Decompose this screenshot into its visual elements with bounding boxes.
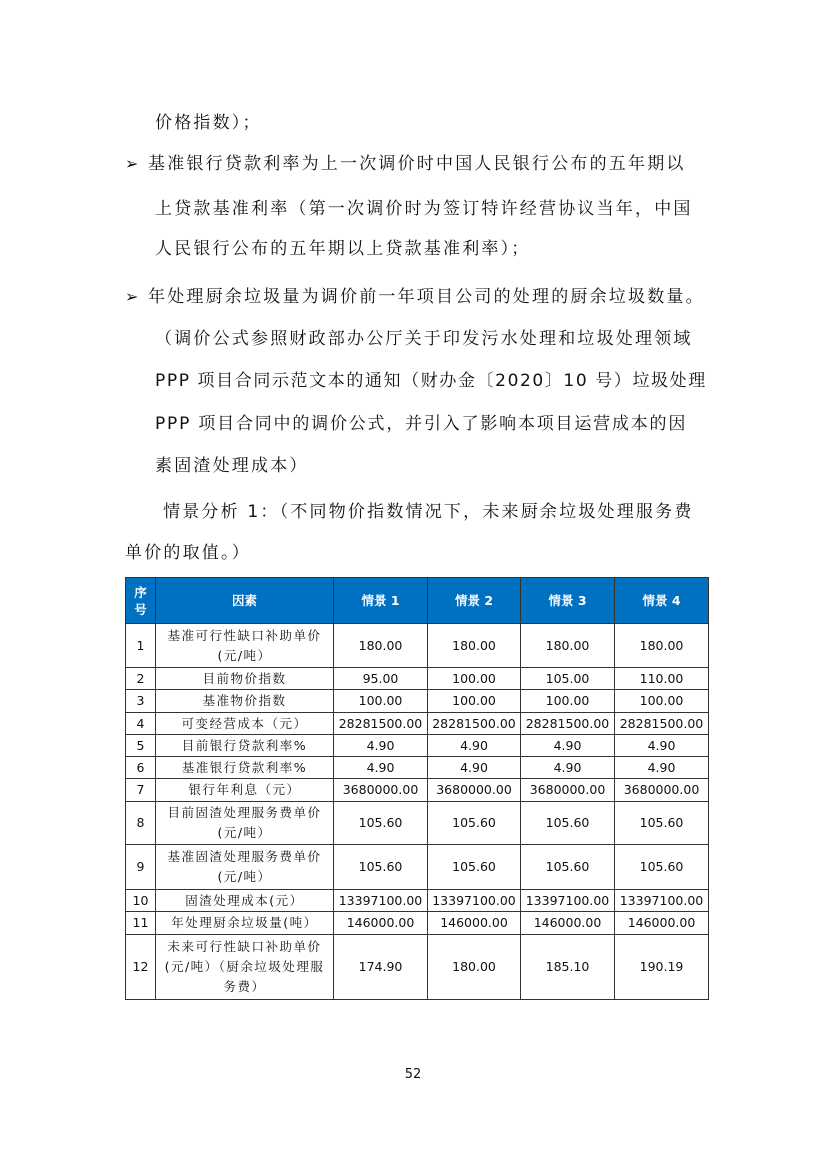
text-line: 上贷款基准利率（第一次调价时为签订特许经营协议当年，中国	[155, 199, 693, 219]
table-cell: 5	[126, 735, 156, 757]
table-row	[126, 935, 709, 1000]
table-cell: 1	[126, 624, 156, 668]
table-cell: 146000.00	[428, 912, 521, 935]
table-cell: 146000.00	[615, 912, 709, 935]
table-cell: 105.60	[521, 802, 615, 845]
table-row	[126, 668, 709, 690]
text-line: 价格指数）；	[155, 113, 262, 133]
table-cell: 4.90	[428, 757, 521, 779]
table-cell: 13397100.00	[521, 890, 615, 912]
text-line: 单价的取值。）	[125, 543, 251, 563]
table-cell: 4.90	[615, 735, 709, 757]
table-cell: 银行年利息（元）	[156, 779, 334, 802]
table-cell: 3680000.00	[428, 779, 521, 802]
table-cell: 9	[126, 845, 156, 890]
column-header: 情景 1	[334, 578, 428, 624]
table-cell: 2	[126, 668, 156, 690]
table-cell: 180.00	[615, 624, 709, 668]
table-cell: 3680000.00	[521, 779, 615, 802]
arrow-bullet-icon: ➢	[125, 154, 139, 173]
table-cell: 3680000.00	[615, 779, 709, 802]
table-cell: 146000.00	[521, 912, 615, 935]
table-cell: 28281500.00	[615, 713, 709, 735]
table-cell: 105.60	[428, 845, 521, 890]
table-cell: 180.00	[428, 935, 521, 1000]
table-cell: 100.00	[615, 690, 709, 713]
table-cell: 13397100.00	[428, 890, 521, 912]
table-cell: 3680000.00	[334, 779, 428, 802]
arrow-bullet-icon: ➢	[125, 287, 139, 306]
table-cell: 28281500.00	[428, 713, 521, 735]
table-cell: 目前固渣处理服务费单价(元/吨）	[156, 802, 334, 845]
text-line: 年处理厨余垃圾量为调价前一年项目公司的处理的厨余垃圾数量。	[148, 287, 705, 307]
table-cell: 未来可行性缺口补助单价(元/吨）（厨余垃圾处理服务费）	[156, 935, 334, 1000]
table-cell: 13397100.00	[615, 890, 709, 912]
table-cell: 105.60	[615, 845, 709, 890]
table-cell: 105.60	[428, 802, 521, 845]
table-cell: 180.00	[428, 624, 521, 668]
table-cell: 185.10	[521, 935, 615, 1000]
table-row	[126, 890, 709, 912]
table-cell: 105.60	[615, 802, 709, 845]
column-header: 情景 3	[521, 578, 615, 624]
table-cell: 6	[126, 757, 156, 779]
table-cell: 7	[126, 779, 156, 802]
table-row	[126, 735, 709, 757]
table-cell: 基准可行性缺口补助单价(元/吨）	[156, 624, 334, 668]
table-cell: 10	[126, 890, 156, 912]
table-cell: 146000.00	[334, 912, 428, 935]
text-line: 人民银行公布的五年期以上贷款基准利率）；	[155, 239, 531, 259]
table-cell: 4	[126, 713, 156, 735]
table-cell: 4.90	[521, 757, 615, 779]
table-row	[126, 713, 709, 735]
text-line: 情景分析 1：（不同物价指数情况下，未来厨余垃圾处理服务费	[163, 502, 694, 522]
table-row	[126, 845, 709, 890]
table-row	[126, 624, 709, 668]
column-header: 情景 4	[615, 578, 709, 624]
table-cell: 11	[126, 912, 156, 935]
table-cell: 105.00	[521, 668, 615, 690]
table-cell: 4.90	[334, 757, 428, 779]
table-cell: 4.90	[428, 735, 521, 757]
text-line: （调价公式参照财政部办公厅关于印发污水处理和垃圾处理领域	[155, 329, 693, 349]
table-cell: 190.19	[615, 935, 709, 1000]
table-cell: 4.90	[521, 735, 615, 757]
table-cell: 100.00	[334, 690, 428, 713]
table-cell: 100.00	[521, 690, 615, 713]
table-row	[126, 802, 709, 845]
table-cell: 3	[126, 690, 156, 713]
table-cell: 可变经营成本（元）	[156, 713, 334, 735]
column-header: 情景 2	[428, 578, 521, 624]
table-cell: 4.90	[615, 757, 709, 779]
table-row	[126, 912, 709, 935]
table-cell: 年处理厨余垃圾量(吨）	[156, 912, 334, 935]
table-cell: 13397100.00	[334, 890, 428, 912]
table-header-row	[126, 578, 709, 624]
table-cell: 12	[126, 935, 156, 1000]
table-cell: 8	[126, 802, 156, 845]
table-cell: 28281500.00	[521, 713, 615, 735]
table-row	[126, 757, 709, 779]
text-line: PPP 项目合同示范文本的通知（财办金〔2020〕10 号）垃圾处理	[155, 371, 707, 391]
table-cell: 180.00	[521, 624, 615, 668]
table-cell: 基准物价指数	[156, 690, 334, 713]
column-header: 因素	[156, 578, 334, 624]
table-cell: 目前银行贷款利率%	[156, 735, 334, 757]
column-header: 序号	[126, 578, 156, 624]
table-cell: 100.00	[428, 668, 521, 690]
page-number: 52	[404, 1067, 422, 1082]
scenario-table	[125, 577, 709, 1000]
table-cell: 105.60	[521, 845, 615, 890]
table-cell: 174.90	[334, 935, 428, 1000]
table-cell: 105.60	[334, 802, 428, 845]
text-line: 基准银行贷款利率为上一次调价时中国人民银行公布的五年期以	[148, 154, 686, 174]
table-cell: 105.60	[334, 845, 428, 890]
table-cell: 100.00	[428, 690, 521, 713]
text-line: PPP 项目合同中的调价公式，并引入了影响本项目运营成本的因	[155, 414, 688, 434]
text-line: 素固渣处理成本）	[155, 456, 309, 476]
table-cell: 180.00	[334, 624, 428, 668]
table-row	[126, 690, 709, 713]
table-cell: 基准银行贷款利率%	[156, 757, 334, 779]
table-cell: 95.00	[334, 668, 428, 690]
table-row	[126, 779, 709, 802]
table-cell: 28281500.00	[334, 713, 428, 735]
table-cell: 110.00	[615, 668, 709, 690]
table-cell: 固渣处理成本(元）	[156, 890, 334, 912]
table-cell: 4.90	[334, 735, 428, 757]
table-cell: 基准固渣处理服务费单价(元/吨）	[156, 845, 334, 890]
table-cell: 目前物价指数	[156, 668, 334, 690]
